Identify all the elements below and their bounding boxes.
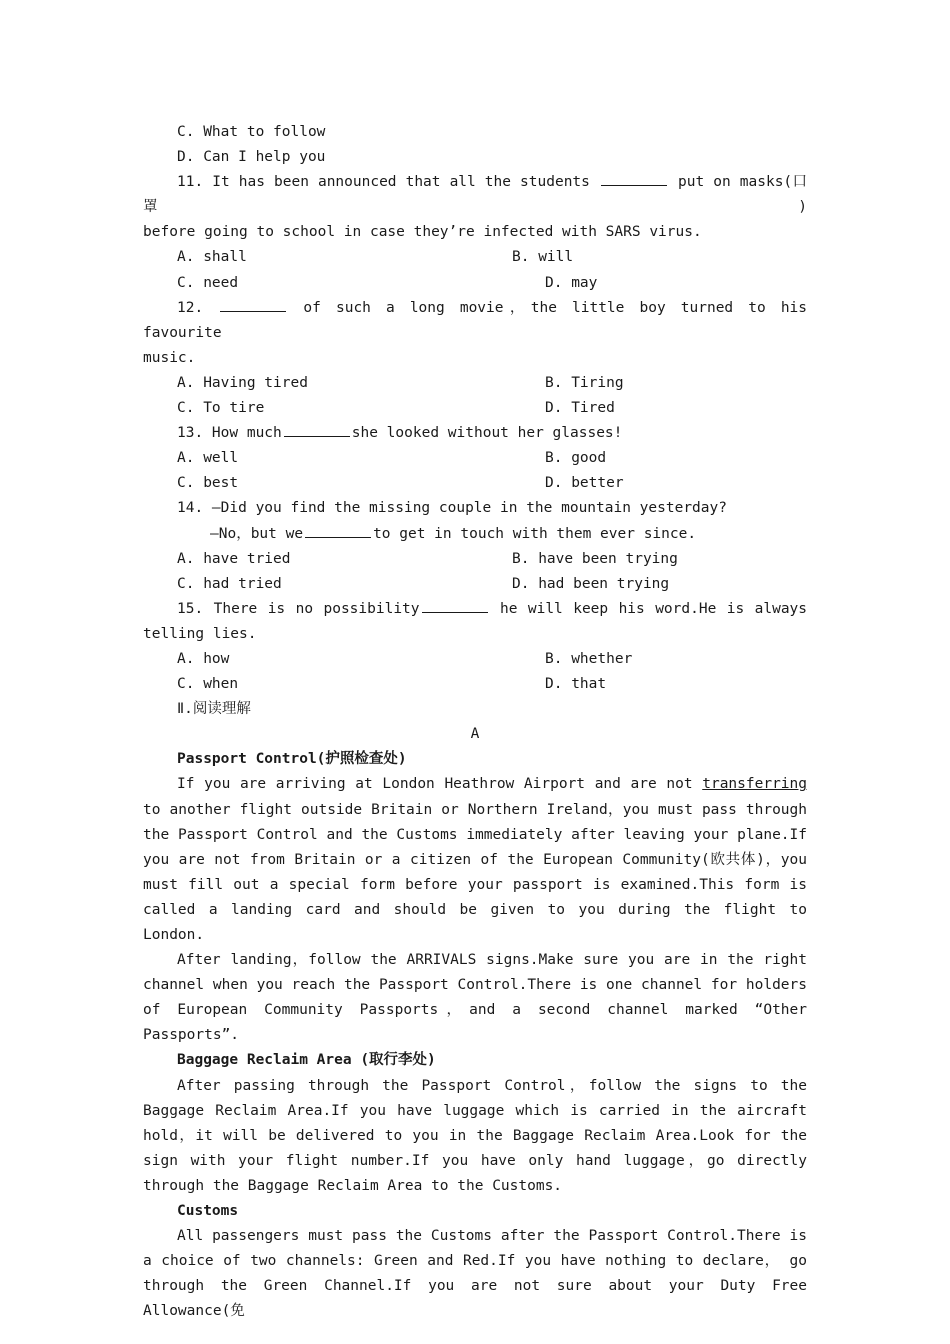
baggage-heading: Baggage Reclaim Area (取行李处) — [177, 1052, 436, 1069]
baggage-paragraph-1: After passing through the Passport Control，follow the signs to the Baggage Reclaim Area.If you have luggage which is carried in the aircraft hold，it will be delivered to you in the Baggage Reclaim Area.Look for the sign with your flight number.If you have only hand luggage，go directly through the Baggage Reclaim Area to the Customs. — [143, 1077, 807, 1194]
q11-stem-line1: 11. It has been announced that all the students put on masks(口罩) — [143, 170, 807, 220]
q13-stem: 13. How much she looked without her glasses! — [143, 421, 807, 446]
underlined-word: transferring — [702, 776, 807, 793]
q14-option-d: D. had been trying — [512, 575, 670, 592]
q12-option-a: A. Having tired — [177, 374, 308, 391]
q11-options-row1 — [143, 245, 807, 270]
q11-options-row2 — [143, 271, 807, 296]
q13-options-row2 — [143, 471, 807, 496]
q15-stem-line2: telling lies. — [143, 625, 257, 642]
q15-option-a: A. how — [177, 650, 230, 667]
q12-stem-line1: 12. of such a long movie，the little boy turned to his favourite — [143, 296, 807, 346]
q13-options-row1 — [143, 446, 807, 471]
q13-option-c: C. best — [177, 475, 239, 492]
q12-stem-line2: music. — [143, 349, 196, 366]
q11-option-a: A. shall — [177, 249, 247, 266]
passage-label: A — [470, 726, 480, 743]
q13-option-a: A. well — [177, 450, 239, 467]
q15-option-c: C. when — [177, 676, 239, 693]
q13-option-d: D. better — [545, 475, 624, 492]
q14-option-c: C. had tried — [177, 575, 282, 592]
q11-stem-line2: before going to school in case they’re infected with SARS virus. — [143, 224, 702, 241]
answer-blank — [601, 171, 667, 186]
q14-options-row2 — [143, 572, 807, 597]
passport-paragraph-2: After landing，follow the ARRIVALS signs.Make sure you are in the right channel when you reach the Passport Control.There is one channel for holders of European Community Passports，and a second channel marked “Other Passports”. — [143, 952, 807, 1044]
q14-options-row1 — [143, 547, 807, 572]
passport-heading: Passport Control(护照检查处) — [177, 751, 407, 768]
q14-stem-line1: 14. —Did you find the missing couple in the mountain yesterday? — [177, 500, 727, 517]
answer-blank — [220, 297, 286, 312]
q15-stem-line1: 15. There is no possibility he will keep his word.He is always — [143, 597, 807, 622]
q14-option-b: B. have been trying — [512, 550, 678, 567]
passport-paragraph-1: If you are arriving at London Heathrow Airport and are not transferring to another flight outside Britain or Northern Ireland，you must pass through the Passport Control and the Customs immediately after leaving your plane.If you are not from Britain or a citizen of the European Community(欧共体)，you must fill out a special form before your passport is examined.This form is called a landing card and should be given to you during the flight to London. — [143, 776, 807, 943]
q10-option-d: D. Can I help you — [177, 149, 326, 166]
q12-option-b: B. Tiring — [545, 374, 624, 391]
q15-option-d: D. that — [545, 676, 607, 693]
q11-option-c: C. need — [177, 274, 239, 291]
q12-options-row2 — [143, 396, 807, 421]
q10-option-c: C. What to follow — [177, 124, 326, 140]
answer-blank — [422, 598, 488, 613]
q12-option-d: D. Tired — [545, 400, 615, 417]
q15-options-row2 — [143, 672, 807, 697]
q13-option-b: B. good — [545, 450, 607, 467]
q15-option-b: B. whether — [545, 650, 633, 667]
q12-options-row1 — [143, 371, 807, 396]
answer-blank — [305, 523, 371, 538]
customs-heading: Customs — [177, 1203, 239, 1220]
q14-option-a: A. have tried — [177, 550, 291, 567]
q12-option-c: C. To tire — [177, 400, 265, 417]
section-title: Ⅱ.阅读理解 — [177, 701, 251, 718]
page-content — [143, 120, 807, 1325]
q15-options-row1 — [143, 647, 807, 672]
customs-paragraph-1: All passengers must pass the Customs after the Passport Control.There is a choice of two channels: Green and Red.If you have nothing to declare， go through the Green Channel.If you are not sure about your Duty Free Allowance(免 — [143, 1228, 807, 1320]
q11-option-b: B. will — [512, 249, 574, 266]
answer-blank — [284, 422, 350, 437]
q14-stem-line2: —No，but we to get in touch with them ever since. — [143, 522, 807, 547]
q11-option-d: D. may — [545, 274, 598, 291]
